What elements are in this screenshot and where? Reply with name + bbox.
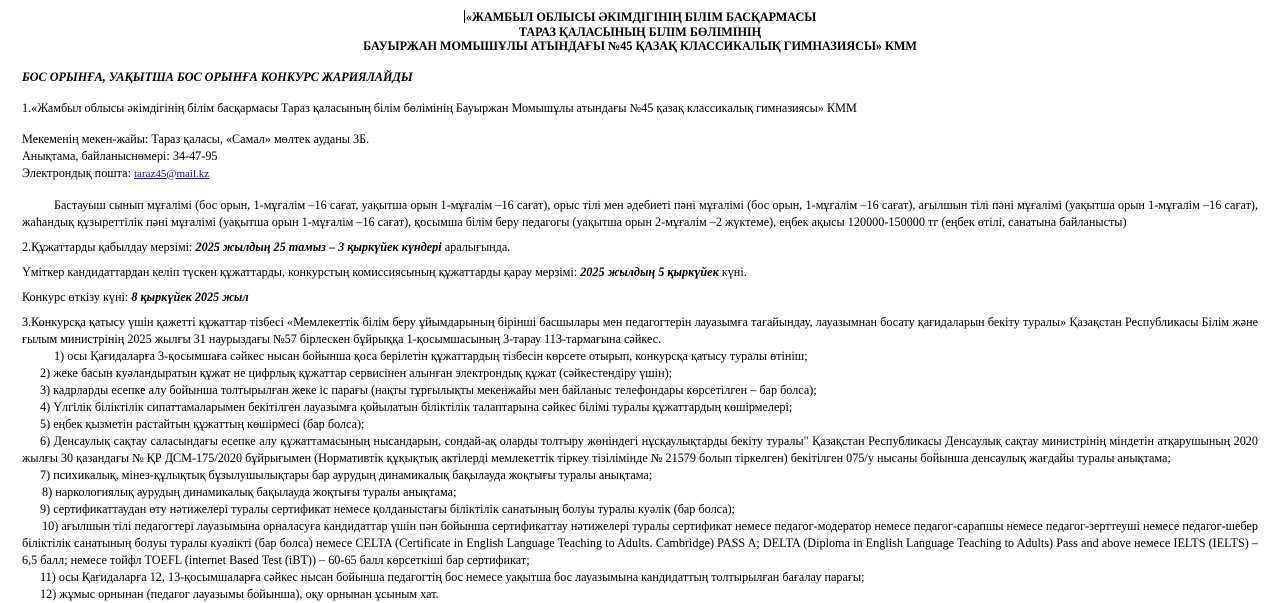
docs-period-prefix: 2.Құжаттарды қабылдау мерзімі: bbox=[22, 239, 196, 254]
list-item: 12) жұмыс орнынан (педагог лауазымы бойынша), оқу орнынан ұсыным хат. bbox=[40, 586, 439, 601]
list-item: 8) наркологиялық аурудың динамикалық бақылауда жоқтығы туралы анықтама; bbox=[42, 484, 457, 499]
list-item: 10) ағылшын тілі педагогтері лауазымына орналасуға кандидаттар үшін пән бойынша сертификаттау нәтижелері туралы сертификат немесе педагог-модератор немесе педагог-сарапшы немесе педагог-зерттеуші немесе педагог-шебер біліктілік санатының болуы туралы куәлікті (бар болса) немесе CELTA (Certificate in English Language Teaching to Adults. Cambridge) PASS A; DELTA (Diploma in English Language Teaching to Adults) Pass and above немесе IELTS (IELTS) – 6,5 балл; немесе тойфл TOEFL (internet Based Test (iBT)) – 60-65 балл көрсеткіші бар сертификат; bbox=[22, 518, 1258, 567]
text-cursor bbox=[464, 10, 465, 23]
list-item: 4) Үлгілік біліктілік сипаттамаларымен бекітілген лауазымға қойылатын біліктілік талаптарына сәйкес білімі туралы құжаттардың көшірмелері; bbox=[40, 399, 793, 414]
vacancies-paragraph: Бастауыш сынып мұғалімі (бос орын, 1-мұғалім –16 сағат, уақытша орын 1-мұғалім –16 сағат), орыс тілі мен әдебиеті пәні мұғалімі (бос орын, 1-мұғалім –16 сағат), ағылшын тілі пәні мұғалімі (уақытша орын 1-мұғалім –16 сағат), жаһандық құзыреттілік пәні мұғалімі (уақытша орын 1-мұғалім –16 сағат), қосымша білім беру педагогы (уақытша орын 2-мұғалім –2 жүктеме), еңбек ақысы 120000-150000 тг (еңбек өтілі, санатына байланысты) bbox=[22, 197, 1258, 229]
required-docs-list bbox=[22, 348, 1258, 603]
document-page bbox=[22, 10, 1258, 603]
contest-day-line bbox=[22, 289, 1258, 306]
contest-day-prefix: Конкурс өткізу күні: bbox=[22, 289, 132, 304]
announcement-title: БОС ОРЫНҒА, УАҚЫТША БОС ОРЫНҒА КОНКУРС ЖАРИЯЛАЙДЫ bbox=[22, 69, 413, 84]
header-line-2: ТАРАЗ ҚАЛАСЫНЫҢ БІЛІМ БӨЛІМІНІҢ bbox=[518, 24, 762, 39]
list-item: 5) еңбек қызметін растайтын құжаттың көшірмесі (бар болса); bbox=[40, 416, 365, 431]
contacts-block bbox=[22, 131, 1258, 183]
contest-day-date: 8 қыркүйек 2025 жыл bbox=[131, 289, 249, 304]
list-item: 2) жеке басын куәландыратын құжат не цифрлық құжаттар сервисінен алынған электрондық құжат (сәйкестендіру үшін); bbox=[40, 365, 673, 380]
header-line-3: БАУЫРЖАН МОМЫШҰЛЫ АТЫНДАҒЫ №45 ҚАЗАҚ КЛАССИКАЛЫҚ ГИМНАЗИЯСЫ» КММ bbox=[363, 39, 917, 53]
docs-period-suffix: аралығында. bbox=[441, 239, 511, 254]
address-line: Мекеменің мекен-жайы: Тараз қаласы, «Самал» мөлтек ауданы 3Б. bbox=[22, 131, 370, 146]
review-period-suffix: күні. bbox=[718, 264, 747, 279]
review-period-prefix: Үміткер кандидаттардан келіп түскен құжаттарды, конкурстың комиссиясының құжаттарды қарау мерзімі: bbox=[22, 264, 581, 279]
email-label: Электрондық пошта: bbox=[22, 165, 134, 180]
header-line-1-text: «ЖАМБЫЛ ОБЛЫСЫ ӘКІМДІГІНІҢ БІЛІМ БАСҚАРМАСЫ bbox=[465, 10, 817, 24]
organization-line: 1.«Жамбыл облысы әкімдігінің білім басқармасы Тараз қаласының білім бөлімінің Бауыржан Момышұлы атындағы №45 қазақ классикалық гимназиясы» КММ bbox=[22, 100, 857, 115]
header-line-1 bbox=[22, 10, 1258, 25]
phone-line: Анықтама, байланыснөмері: 34-47-95 bbox=[22, 148, 218, 163]
review-period-date: 2025 жылдың 5 қыркүйек bbox=[580, 264, 719, 279]
list-item: 1) осы Қағидаларға 3-қосымшаға сәйкес нысан бойынша қоса берілетін құжаттардың тізбесін көрсете отырып, конкурсқа қатысу туралы өтініш; bbox=[54, 348, 808, 363]
list-item: 9) сертификаттаудан өту нәтижелері туралы сертификат немесе қолданыстағы біліктілік санатының болуы туралы куәлік (бар болса); bbox=[40, 501, 736, 516]
docs-period-line bbox=[22, 239, 1258, 256]
list-item: 7) психикалық, мінез-құлықтық бұзылушылықтары бар аурудың динамикалық бақылауда жоқтығы туралы анықтама; bbox=[40, 467, 653, 482]
required-docs-intro: 3.Конкурсқа қатысу үшін қажетті құжаттар тізбесі «Мемлекеттік білім беру ұйымдарының бірінші басшылары мен педагогтерін лауазымға тағайындау, лауазымнан босату қағидаларын бекіту туралы» Қазақстан Республикасы Білім және ғылым министрінің 2025 жылғы 31 наурыздағы №57 бірлескен бұйрыққа 1-қосымшасының 3-тарау 113-тармағына сәйкес. bbox=[22, 314, 1258, 346]
email-line bbox=[22, 165, 1258, 183]
review-period-line bbox=[22, 264, 1258, 281]
list-item: 3) кадрларды есепке алу бойынша толтырылған жеке іс парағы (нақты тұрғылықты мекенжайы мен байланыс телефондары көрсетілген – бар болса); bbox=[40, 382, 817, 397]
list-item: 11) осы Қағидаларға 12, 13-қосымшаларға сәйкес нысан бойынша педагогтің бос немесе уақытша бос лауазымына кандидаттың толтырылған бағалау парағы; bbox=[40, 569, 865, 584]
document-header bbox=[22, 10, 1258, 54]
email-link[interactable]: taraz45@mail.kz bbox=[134, 167, 210, 180]
docs-period-dates: 2025 жылдың 25 тамыз – 3 қыркүйек күндері bbox=[195, 239, 442, 254]
list-item: 6) Денсаулық сақтау саласындағы есепке алу құжаттамасының нысандарын, сондай-ақ оларды толтыру жөніндегі нұсқаулықтарды бекіту туралы" Қазақстан Республикасы Денсаулық сақтау министрінің міндетін атқарушының 2020 жылғы 30 қазандағы № ҚР ДСМ-175/2020 бұйрығымен (Нормативтік құқықтық актілерді мемлекеттік тіркеу тізілімінде № 21579 болып тіркелген) бекітілген 075/у нысаны бойынша денсаулық жағдайы туралы анықтама; bbox=[22, 433, 1258, 465]
